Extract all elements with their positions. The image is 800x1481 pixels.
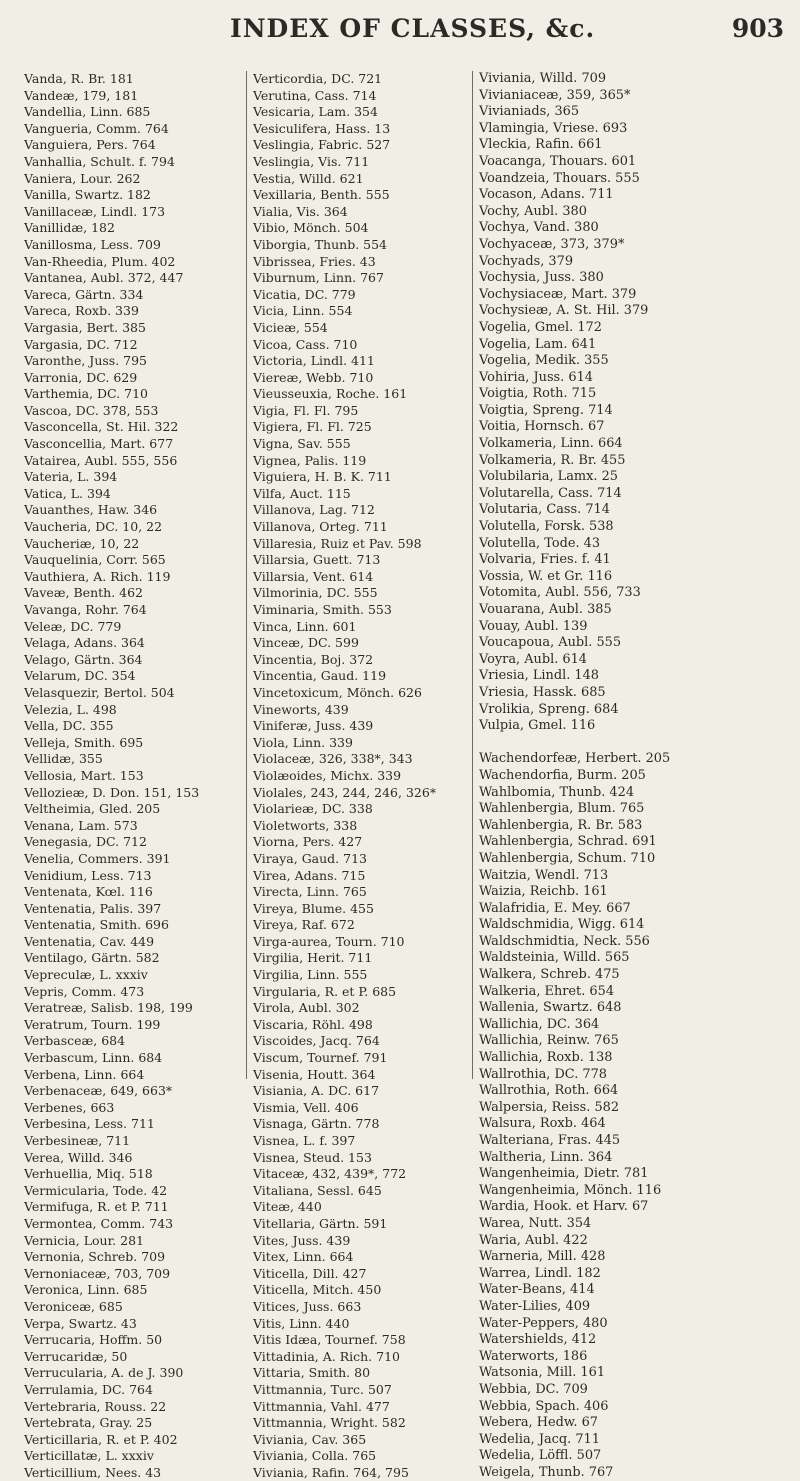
- index-entry: Walteriana, Fras. 445: [479, 1133, 621, 1148]
- index-entry: Vittaria, Smith. 80: [253, 1365, 371, 1381]
- index-entry: Vermifuga, R. et P. 711: [24, 1199, 169, 1215]
- index-entry: Vitaliana, Sessl. 645: [253, 1182, 382, 1198]
- index-entry: Vascoa, DC. 378, 553: [24, 402, 159, 418]
- index-entry: Vepris, Comm. 473: [24, 983, 145, 999]
- index-column-3: [472, 71, 797, 1480]
- index-entry: Veronica, Linn. 685: [24, 1282, 148, 1298]
- index-entry: Velleja, Smith. 695: [24, 734, 144, 750]
- index-entry: Weigela, Thunb. 767: [479, 1464, 614, 1480]
- index-entry: Vouay, Aubl. 139: [479, 618, 588, 634]
- index-entry: Vitex, Linn. 664: [253, 1249, 354, 1265]
- index-entry: Watsonia, Mill. 161: [479, 1365, 606, 1381]
- index-entry: Vareca, Gärtn. 334: [24, 286, 144, 302]
- index-entry: Villaresia, Ruiz et Pav. 598: [253, 535, 422, 551]
- index-entry: Vauquelinia, Corr. 565: [24, 552, 166, 568]
- index-entry: Waria, Aubl. 422: [479, 1232, 588, 1248]
- index-entry: Wallichia, Roxb. 138: [479, 1050, 613, 1066]
- index-entry: Vaniera, Lour. 262: [24, 170, 141, 186]
- index-entry: Vanillidæ, 182: [24, 220, 115, 236]
- index-entry: Vargasia, DC. 712: [24, 336, 138, 352]
- index-entry: Vibrissea, Fries. 43: [253, 253, 376, 269]
- index-entry: Voitia, Hornsch. 67: [479, 419, 605, 435]
- index-entry: Vochy, Aubl. 380: [479, 203, 587, 219]
- index-entry: Vauthiera, A. Rich. 119: [24, 568, 171, 584]
- index-entry: Vignea, Palis. 119: [253, 452, 367, 468]
- index-entry: Verrucaria, Hoffm. 50: [24, 1332, 163, 1348]
- index-entry: Vantanea, Aubl. 372, 447: [24, 270, 184, 286]
- index-entry: Vellozieæ, D. Don. 151, 153: [24, 784, 200, 800]
- index-entry: Verbasceæ, 684: [24, 1033, 126, 1049]
- index-entry: Wallrothia, Roth. 664: [479, 1083, 619, 1099]
- index-entry: Volutella, Tode. 43: [479, 535, 601, 551]
- index-entry: Verbesineæ, 711: [24, 1133, 131, 1148]
- index-entry: Varonthe, Juss. 795: [24, 353, 147, 369]
- index-entry: Ventenatia, Palis. 397: [24, 900, 162, 916]
- index-entry: Velarum, DC. 354: [24, 668, 136, 684]
- page-header: [0, 14, 800, 54]
- index-entry: Vareca, Roxb. 339: [24, 303, 139, 319]
- index-entry: Venidium, Less. 713: [24, 867, 152, 883]
- index-entry: Watershields, 412: [479, 1332, 597, 1348]
- index-entry: Vesiculifera, Hass. 13: [253, 120, 391, 136]
- index-entry: Verutina, Cass. 714: [253, 87, 377, 103]
- index-entry: Volutaria, Cass. 714: [479, 502, 610, 518]
- index-entry: Verticillatæ, L. xxxiv: [24, 1448, 154, 1464]
- index-entry: Vanhallia, Schult. f. 794: [24, 153, 175, 169]
- index-entry: Vaucheriæ, 10, 22: [24, 535, 140, 551]
- index-entry: Voacanga, Thouars. 601: [479, 153, 637, 169]
- index-entry: Wedelia, Jacq. 711: [479, 1431, 600, 1447]
- index-entry: Vleckia, Rafin. 661: [479, 137, 603, 153]
- index-entry: Vulpia, Gmel. 116: [479, 718, 596, 734]
- index-entry: Waizia, Reichb. 161: [479, 884, 608, 900]
- index-entry: Wallrothia, DC. 778: [479, 1066, 608, 1082]
- index-entry: Vandeæ, 179, 181: [24, 87, 139, 103]
- index-entry: Vanillaceæ, Lindl. 173: [24, 203, 166, 219]
- index-entry: Viviania, Colla. 765: [253, 1448, 377, 1464]
- index-entry: Verticillaria, R. et P. 402: [24, 1431, 178, 1447]
- index-entry: Vicatia, DC. 779: [253, 286, 356, 302]
- index-entry: Vellosia, Mart. 153: [24, 767, 144, 783]
- index-entry: Verbascum, Linn. 684: [24, 1050, 163, 1066]
- index-entry: Vepreculæ, L. xxxiv: [24, 967, 148, 983]
- index-entry: Vandellia, Linn. 685: [24, 104, 151, 120]
- index-entry: Vochyaceæ, 373, 379*: [479, 236, 625, 252]
- index-entry: Vieusseuxia, Roche. 161: [253, 386, 408, 402]
- index-entry: Vineworts, 439: [253, 701, 349, 717]
- index-entry: Veltheimia, Gled. 205: [24, 801, 161, 817]
- index-entry: Vittmannia, Turc. 507: [253, 1381, 392, 1397]
- index-entry: Viburnum, Linn. 767: [253, 270, 384, 286]
- index-entry: Vigna, Sav. 555: [253, 436, 351, 452]
- index-entry: Vanilla, Swartz. 182: [24, 187, 151, 203]
- index-entry: Venana, Lam. 573: [24, 817, 138, 833]
- index-entry: Viviania, Willd. 709: [479, 71, 607, 86]
- index-entry: Waldsteinia, Willd. 565: [479, 950, 630, 966]
- index-entry: Verbenaceæ, 649, 663*: [24, 1083, 173, 1099]
- index-entry: Verrucularia, A. de J. 390: [24, 1365, 184, 1381]
- index-entry: Vinceæ, DC. 599: [253, 635, 359, 651]
- index-entry: Viteæ, 440: [253, 1199, 322, 1215]
- index-entry: Ventilago, Gärtn. 582: [24, 950, 160, 966]
- index-entry: Veratreæ, Salisb. 198, 199: [24, 1000, 193, 1016]
- index-entry: Verbena, Linn. 664: [24, 1066, 145, 1082]
- index-entry: Webbia, DC. 709: [479, 1381, 588, 1397]
- index-entry: Water-Beans, 414: [479, 1282, 595, 1298]
- index-entry: Volutarella, Cass. 714: [479, 485, 622, 501]
- index-entry: Vittadinia, A. Rich. 710: [253, 1348, 400, 1364]
- index-entry: Vochysia, Juss. 380: [479, 270, 604, 286]
- index-entry: Voigtia, Spreng. 714: [479, 402, 613, 418]
- index-entry: Wangenheimia, Mönch. 116: [479, 1182, 662, 1198]
- index-entry: Ventenata, Kœl. 116: [24, 884, 153, 900]
- index-entry: Voyra, Aubl. 614: [479, 651, 587, 667]
- index-entry: Vicia, Linn. 554: [253, 303, 353, 319]
- index-entry: Votomita, Aubl. 556, 733: [479, 585, 641, 601]
- index-entry: Vertebrata, Gray. 25: [24, 1415, 153, 1431]
- index-entry: Violaceæ, 326, 338*, 343: [253, 751, 413, 767]
- index-entry: Viola, Linn. 339: [253, 734, 353, 750]
- index-entry: Wallichia, Reinw. 765: [479, 1033, 619, 1049]
- index-entry: Warneria, Mill. 428: [479, 1249, 606, 1265]
- index-entry: Venelia, Commers. 391: [24, 850, 171, 866]
- index-entry: Violarieæ, DC. 338: [253, 801, 373, 817]
- index-entry: Veslingia, Fabric. 527: [253, 137, 391, 153]
- index-entry: Voigtia, Roth. 715: [479, 386, 597, 402]
- index-entry: Violæoides, Michx. 339: [253, 767, 402, 783]
- index-entry: Vismia, Vell. 406: [253, 1099, 359, 1115]
- index-entry: Viguiera, H. B. K. 711: [253, 469, 392, 485]
- index-entry: Violetworts, 338: [253, 817, 358, 833]
- index-entry: Varronia, DC. 629: [24, 369, 138, 385]
- index-entry: Vireya, Raf. 672: [253, 917, 355, 933]
- index-entry: Velaga, Adans. 364: [24, 635, 145, 651]
- index-entry: Verbenes, 663: [24, 1099, 115, 1115]
- index-entry: Voucapoua, Aubl. 555: [479, 635, 622, 651]
- index-entry: Vossia, W. et Gr. 116: [479, 568, 613, 584]
- index-entry: Veleæ, DC. 779: [24, 618, 122, 634]
- index-entry: Veroniceæ, 685: [24, 1298, 123, 1314]
- page-number: 903: [731, 14, 784, 43]
- index-entry: Van-Rheedia, Plum. 402: [24, 253, 176, 269]
- index-entry: Vitices, Juss. 663: [253, 1298, 362, 1314]
- index-entry: Vaveæ, Benth. 462: [24, 585, 144, 601]
- index-entry: Viraya, Gaud. 713: [253, 850, 367, 866]
- index-entry: Velasquezir, Bertol. 504: [24, 684, 175, 700]
- index-column-1: [24, 71, 232, 1481]
- index-entry: Villanova, Orteg. 711: [253, 519, 388, 535]
- index-entry: Vincetoxicum, Mönch. 626: [253, 684, 422, 700]
- index-entry: Virga-aurea, Tourn. 710: [253, 933, 405, 949]
- index-entry: Verrulamia, DC. 764: [24, 1381, 153, 1397]
- index-entry: Visnaga, Gärtn. 778: [253, 1116, 380, 1132]
- index-entry: Vernoniaceæ, 703, 709: [24, 1265, 171, 1281]
- index-entry: Virgilia, Herit. 711: [253, 950, 373, 966]
- index-entry: Vites, Juss. 439: [253, 1232, 351, 1248]
- index-entry: Vateria, L. 394: [24, 469, 118, 485]
- index-entry: Vitaceæ, 432, 439*, 772: [253, 1166, 407, 1182]
- index-entry: Vivianiads, 365: [479, 104, 580, 120]
- index-entry: Verpa, Swartz. 43: [24, 1315, 137, 1331]
- index-entry: Verhuellia, Miq. 518: [24, 1166, 153, 1182]
- index-entry: Vasconcella, St. Hil. 322: [24, 419, 179, 435]
- index-entry: Wahlenbergia, Blum. 765: [479, 801, 645, 817]
- index-entry: Vaucheria, DC. 10, 22: [24, 519, 163, 535]
- index-entry: Wahlbomia, Thunb. 424: [479, 784, 635, 800]
- index-column-2: [246, 71, 461, 1480]
- index-entry: Wachendorfeæ, Herbert. 205: [479, 751, 671, 767]
- index-entry: Volvaria, Fries. f. 41: [479, 552, 611, 568]
- index-entry: Veslingia, Vis. 711: [253, 153, 370, 169]
- index-entry: Vilfa, Auct. 115: [253, 485, 351, 501]
- index-entry: Vitis, Linn. 440: [253, 1315, 350, 1331]
- index-entry: Vellidæ, 355: [24, 751, 103, 767]
- index-entry: Webbia, Spach. 406: [479, 1398, 609, 1414]
- index-entry: Villanova, Lag. 712: [253, 502, 375, 518]
- index-entry: Vigiera, Fl. Fl. 725: [253, 419, 372, 435]
- index-entry: Virgularia, R. et P. 685: [253, 983, 397, 999]
- index-entry: Waldschmidtia, Neck. 556: [479, 933, 650, 949]
- index-entry: Vernicia, Lour. 281: [24, 1232, 144, 1248]
- index-entry: Vochya, Vand. 380: [479, 220, 599, 236]
- index-entry: Volubilaria, Lamx. 25: [479, 469, 618, 485]
- index-entry: Ventenatia, Smith. 696: [24, 917, 169, 933]
- index-entry: Vitis Idæa, Tournef. 758: [253, 1332, 406, 1348]
- index-entry: Vatairea, Aubl. 555, 556: [24, 452, 178, 468]
- index-entry: Viniferæ, Juss. 439: [253, 718, 374, 734]
- index-entry: Vanillosma, Less. 709: [24, 236, 161, 252]
- index-entry: Wallenia, Swartz. 648: [479, 1000, 622, 1016]
- index-entry: Visiania, A. DC. 617: [253, 1083, 380, 1099]
- index-entry: Viticella, Mitch. 450: [253, 1282, 382, 1298]
- index-entry: Vlamingia, Vriese. 693: [479, 120, 628, 136]
- index-entry: Verticillium, Nees. 43: [24, 1464, 162, 1480]
- index-entry: Visenia, Houtt. 364: [253, 1066, 376, 1082]
- index-entry: Vernonia, Schreb. 709: [24, 1249, 166, 1265]
- index-entry: Vittmannia, Vahl. 477: [253, 1398, 390, 1414]
- index-entry: Vitellaria, Gärtn. 591: [253, 1215, 388, 1231]
- index-entry: Viscaria, Röhl. 498: [253, 1016, 373, 1032]
- index-entry: Waldschmidia, Wigg. 614: [479, 917, 645, 933]
- index-entry: Vivianiaceæ, 359, 365*: [479, 87, 631, 103]
- index-entry: Vibio, Mönch. 504: [253, 220, 369, 236]
- index-entry: Vicoa, Cass. 710: [253, 336, 358, 352]
- index-entry: Warrea, Lindl. 182: [479, 1265, 601, 1281]
- index-entry: Webera, Hedw. 67: [479, 1415, 598, 1431]
- index-entry: Virola, Aubl. 302: [253, 1000, 360, 1016]
- index-entry: Vangueria, Comm. 764: [24, 120, 169, 136]
- index-entry: Vrolikia, Spreng. 684: [479, 701, 619, 717]
- index-entry: Viorna, Pers. 427: [253, 834, 363, 850]
- index-entry: Walpersia, Reiss. 582: [479, 1099, 620, 1115]
- index-entry: Walkera, Schreb. 475: [479, 967, 620, 983]
- index-entry: Voandzeia, Thouars. 555: [479, 170, 640, 186]
- index-entry: Vohiria, Juss. 614: [479, 369, 593, 385]
- index-entry: Viminaria, Smith. 553: [253, 602, 392, 617]
- index-entry: Vigia, Fl. Fl. 795: [253, 402, 359, 418]
- index-entry: Verea, Willd. 346: [24, 1149, 133, 1165]
- index-entry: Victoria, Lindl. 411: [253, 353, 375, 369]
- index-entry: Vincentia, Boj. 372: [253, 651, 374, 667]
- index-entry: Visnea, L. f. 397: [253, 1133, 356, 1148]
- index-entry: Wangenheimia, Dietr. 781: [479, 1166, 649, 1182]
- index-entry: Vriesia, Lindl. 148: [479, 668, 600, 684]
- index-entry: Vermontea, Comm. 743: [24, 1215, 174, 1231]
- index-entry: Vicieæ, 554: [253, 319, 328, 335]
- index-entry: Veratrum, Tourn. 199: [24, 1016, 161, 1032]
- index-entry: Verticordia, DC. 721: [253, 71, 383, 86]
- index-entry: Vanguiera, Pers. 764: [24, 137, 156, 153]
- index-entry: Vogelia, Medik. 355: [479, 353, 609, 369]
- index-entry: Vesicaria, Lam. 354: [253, 104, 378, 120]
- index-entry: Visnea, Steud. 153: [253, 1149, 372, 1165]
- index-entry: Vogelia, Lam. 641: [479, 336, 597, 352]
- index-entry: Villarsia, Guett. 713: [253, 552, 381, 568]
- index-entry: Vinca, Linn. 601: [253, 618, 357, 634]
- index-entry: Vincentia, Gaud. 119: [253, 668, 387, 684]
- index-entry: Vireya, Blume. 455: [253, 900, 374, 916]
- index-entry: Vilmorinia, DC. 555: [253, 585, 378, 601]
- index-entry: Walkeria, Ehret. 654: [479, 983, 615, 999]
- index-entry: Vittmannia, Wright. 582: [253, 1415, 406, 1431]
- index-entry: Verrucaridæ, 50: [24, 1348, 128, 1364]
- index-entry: Virecta, Linn. 765: [253, 884, 367, 900]
- index-entry: Vella, DC. 355: [24, 718, 114, 734]
- index-entry: Warea, Nutt. 354: [479, 1215, 592, 1231]
- index-entry: Violales, 243, 244, 246, 326*: [253, 784, 437, 800]
- index-entry: Volkameria, R. Br. 455: [479, 452, 626, 468]
- index-entry: Viviania, Cav. 365: [253, 1431, 367, 1447]
- index-entry: Viscoides, Jacq. 764: [253, 1033, 380, 1049]
- index-entry: Wedelia, Löffl. 507: [479, 1448, 602, 1464]
- index-entry: Velezia, L. 498: [24, 701, 117, 717]
- index-entry: Vriesia, Hassk. 685: [479, 684, 606, 700]
- index-entry: Walsura, Roxb. 464: [479, 1116, 606, 1132]
- index-entry: Waitzia, Wendl. 713: [479, 867, 609, 883]
- index-entry: Wardia, Hook. et Harv. 67: [479, 1199, 649, 1215]
- index-entry: Varthemia, DC. 710: [24, 386, 148, 402]
- index-entry: Vertebraria, Rouss. 22: [24, 1398, 167, 1414]
- index-entry: Wallichia, DC. 364: [479, 1016, 600, 1032]
- index-entry: Wahlenbergia, R. Br. 583: [479, 817, 643, 833]
- page-title: INDEX OF CLASSES, &c.: [230, 14, 596, 43]
- index-entry: Viticella, Dill. 427: [253, 1265, 367, 1281]
- index-entry: Vauanthes, Haw. 346: [24, 502, 158, 518]
- index-entry: Virea, Adans. 715: [253, 867, 366, 883]
- index-entry: Vasconcellia, Mart. 677: [24, 436, 174, 452]
- index-entry: Vatica, L. 394: [24, 485, 111, 501]
- index-entry: Waltheria, Linn. 364: [479, 1149, 613, 1165]
- index-entry: Viviania, Rafin. 764, 795: [253, 1464, 409, 1480]
- index-entry: Vargasia, Bert. 385: [24, 319, 146, 335]
- index-entry: Water-Lilies, 409: [479, 1298, 591, 1314]
- index-entry: Viereæ, Webb. 710: [253, 369, 374, 385]
- index-entry: Viborgia, Thunb. 554: [253, 236, 388, 252]
- index-entry: Vogelia, Gmel. 172: [479, 319, 602, 335]
- index-entry: Verbesina, Less. 711: [24, 1116, 155, 1132]
- index-entry: Wahlenbergia, Schum. 710: [479, 850, 656, 866]
- index-entry: Vermicularia, Tode. 42: [24, 1182, 168, 1198]
- index-entry: Vochysiaceæ, Mart. 379: [479, 286, 637, 302]
- index-entry: Vouarana, Aubl. 385: [479, 602, 612, 617]
- index-entry: Vochysieæ, A. St. Hil. 379: [479, 303, 649, 319]
- index-entry: Vavanga, Rohr. 764: [24, 602, 147, 617]
- index-entry: Vochyads, 379: [479, 253, 574, 269]
- index-entry: Water-Peppers, 480: [479, 1315, 608, 1331]
- index-entry: Venegasia, DC. 712: [24, 834, 147, 850]
- index-entry: Wahlenbergia, Schrad. 691: [479, 834, 657, 850]
- index-entry: Wachendorfia, Burm. 205: [479, 767, 646, 783]
- index-entry: Vialia, Vis. 364: [253, 203, 348, 219]
- index-entry: Vocason, Adans. 711: [479, 187, 614, 203]
- index-entry: Volutella, Forsk. 538: [479, 519, 614, 535]
- index-entry: Waterworts, 186: [479, 1348, 588, 1364]
- index-entry: Walafridia, E. Mey. 667: [479, 900, 631, 916]
- index-entry: Volkameria, Linn. 664: [479, 436, 623, 452]
- index-entry: Velago, Gärtn. 364: [24, 651, 143, 667]
- index-entry: Vanda, R. Br. 181: [24, 71, 134, 86]
- index-entry: Ventenatia, Cav. 449: [24, 933, 155, 949]
- index-entry: Vestia, Willd. 621: [253, 170, 364, 186]
- index-entry: Virgilia, Linn. 555: [253, 967, 368, 983]
- index-entry: Viscum, Tournef. 791: [253, 1050, 388, 1066]
- index-entry: Vexillaria, Benth. 555: [253, 187, 390, 203]
- index-entry: Villarsia, Vent. 614: [253, 568, 374, 584]
